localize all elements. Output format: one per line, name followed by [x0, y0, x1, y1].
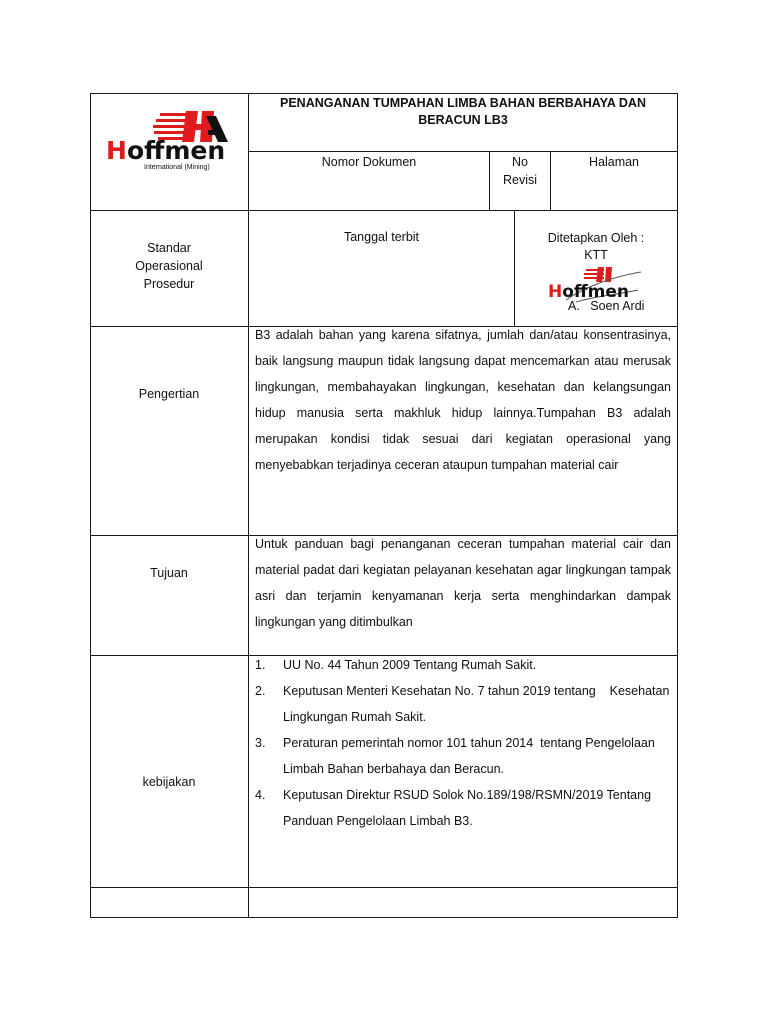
list-item-number: 3.	[255, 736, 266, 750]
halaman-label: Halaman	[588, 155, 640, 169]
nomor-dokumen-label: Nomor Dokumen	[321, 155, 417, 169]
list-item-text: Keputusan Menteri Kesehatan No. 7 tahun 2019 tentang Kesehatan Lingkungan Rumah Sakit.	[283, 684, 673, 724]
sop-label: Standar Operasional Prosedur	[135, 241, 203, 291]
list-item	[255, 678, 671, 730]
stamp-initial: H	[548, 282, 563, 302]
logo-subtitle: International (Mining)	[144, 164, 210, 171]
tujuan-text: Untuk panduan bagi penanganan ceceran tumpahan material cair dan material padat dari kegiatan pelayanan kesehatan agar lingkungan tampak asri dan terjamin kenyamanan kerja serta menghindarkan dampak lingkungan yang ditimbulkan	[255, 537, 671, 629]
pengertian-label: Pengertian	[138, 387, 200, 401]
kebijakan-label: kebijakan	[142, 775, 196, 789]
document-title: PENANGANAN TUMPAHAN LIMBA BAHAN BERBAHAYA DAN BERACUN LB3	[280, 96, 646, 127]
pengertian-text: B3 adalah bahan yang karena sifatnya, jumlah dan/atau konsentrasinya, baik langsung maupun tidak langsung dapat mencemarkan atau merusak lingkungan, membahayakan lingkungan, kesehatan dan kelangsungan hidup manusia serta makhluk hidup lainnya.Tumpahan B3 adalah merupakan kondisi tidak sesuai dari kegiatan operasional yang menyebabkan terjadinya ceceran ataupun tumpahan material cair	[255, 328, 671, 472]
logo-initial: H	[106, 136, 127, 165]
logo-brand: offmen	[126, 136, 226, 165]
ditetapkan-role: KTT	[584, 248, 608, 262]
tujuan-label: Tujuan	[150, 566, 188, 580]
signer-name: A. Soen Ardi	[568, 299, 645, 313]
no-revisi-label: No Revisi	[502, 155, 538, 187]
list-item-text: UU No. 44 Tahun 2009 Tentang Rumah Sakit.	[283, 658, 537, 672]
list-item	[255, 782, 671, 834]
ditetapkan-label: Ditetapkan Oleh :	[547, 231, 645, 245]
list-item	[255, 652, 671, 678]
list-item-number: 4.	[255, 788, 266, 802]
list-item	[255, 730, 671, 782]
tanggal-terbit-label: Tanggal terbit	[343, 230, 420, 244]
list-item-text: Keputusan Direktur RSUD Solok No.189/198/RSMN/2019 Tentang Panduan Pengelolaan Limbah B3.	[283, 788, 652, 828]
list-item-number: 2.	[255, 684, 266, 698]
company-logo	[104, 110, 234, 176]
list-item-number: 1.	[255, 658, 266, 672]
kebijakan-list	[255, 652, 671, 834]
stamp-brand: offmen	[562, 282, 630, 302]
list-item-text: Peraturan pemerintah nomor 101 tahun 2014 tentang Pengelolaan Limbah Bahan berbahaya dan Beracun.	[283, 736, 659, 776]
